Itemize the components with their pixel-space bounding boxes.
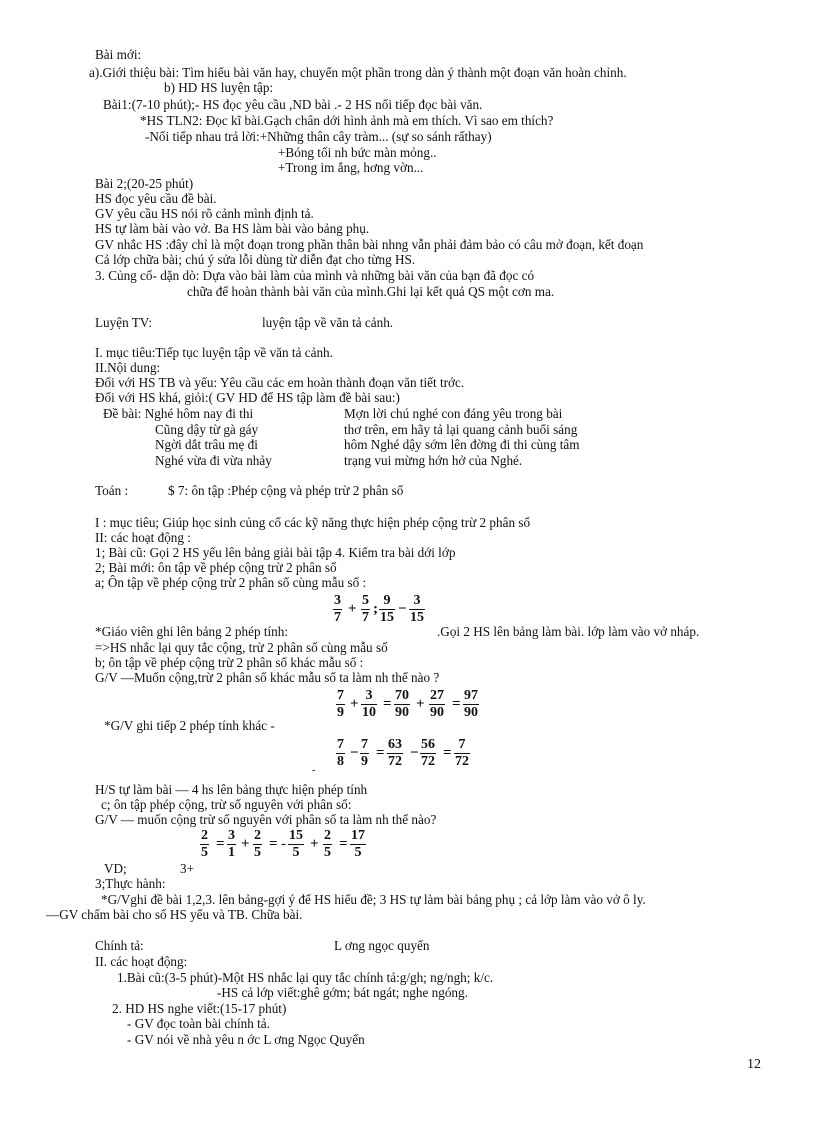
fraction: $\frac{3}{7}$: [334, 593, 341, 625]
line: G/V — muốn cộng trừ số nguyên với phân số ta làm nh thế nào?: [95, 812, 437, 827]
line: Bài 2;(20-25 phút): [95, 176, 194, 191]
line: —GV chấm bài cho số HS yếu và TB. Chữa bài.: [46, 907, 303, 922]
line: =>HS nhắc lại quy tắc cộng, trừ 2 phân số cùng mẫu số: [95, 640, 388, 655]
line: II. các hoạt động:: [95, 954, 188, 969]
line: a; Ôn tập về phép cộng trừ 2 phân số cùng mẫu số :: [95, 575, 367, 590]
negative-sign: -: [281, 836, 286, 852]
line: thơ trên, em hãy tả lại quang cảnh buổi sáng: [344, 422, 578, 437]
line: *G/V ghi tiếp 2 phép tính khác -: [104, 718, 275, 733]
minus-sign: −: [350, 745, 359, 761]
fraction: $\frac{27}{90}$: [430, 688, 444, 720]
line: II.Nội dung:: [95, 360, 161, 375]
line: luyện tập về văn tả cảnh.: [262, 315, 394, 330]
line: Mợn lời chú nghé con đáng yêu trong bài: [344, 406, 563, 421]
line: hôm Nghé dậy sớm lên đờng đi thi cùng tâm: [344, 437, 580, 452]
fraction: $\frac{17}{5}$: [351, 828, 365, 860]
line: b; ôn tập về phép cộng trừ 2 phân số khác mẫu số :: [95, 655, 364, 670]
plus-sign: +: [350, 696, 359, 712]
fraction: $\frac{97}{90}$: [464, 688, 478, 720]
line: I. mục tiêu:Tiếp tục luyện tập về văn tả cảnh.: [95, 345, 333, 360]
equals-sign: =: [383, 696, 392, 712]
line: II: các hoạt động :: [95, 530, 191, 545]
line: a).Giới thiệu bài: Tìm hiểu bài văn hay, chuyển một phần trong dàn ý thành một đoạn văn hoàn chỉnh.: [89, 65, 627, 80]
line: chữa để hoàn thành bài văn của mình.Ghi lại kết quả QS một cơn ma.: [187, 284, 555, 299]
line: HS đọc yêu cầu đề bài.: [95, 191, 217, 206]
line: Đề bài: Nghé hôm nay đi thi: [103, 406, 254, 421]
fraction: $\frac{7}{8}$: [337, 737, 344, 769]
fraction: $\frac{56}{72}$: [421, 737, 435, 769]
line: GV yêu cầu HS nói rõ cảnh mình định tả.: [95, 206, 314, 221]
line: I : mục tiêu; Giúp học sinh củng cố các kỹ năng thực hiện phép cộng trừ 2 phân số: [95, 515, 531, 530]
line: *Giáo viên ghi lên bảng 2 phép tính:: [95, 624, 289, 639]
plus-sign: +: [416, 696, 425, 712]
minus-sign: −: [398, 601, 407, 617]
line: GV nhắc HS :đây chỉ là một đoạn trong phần thân bài nhng vẫn phải đảm bảo có câu mở đoạn, kết đoạn: [95, 237, 644, 252]
line: Ngời dắt trâu mẹ đi: [155, 437, 258, 452]
stray-mark: -: [312, 765, 316, 776]
line: Đối với HS khá, giỏi:( GV HD để HS tập làm đề bài sau:): [95, 390, 400, 405]
line: 1.Bài cũ:(3-5 phút)-Một HS nhắc lại quy tắc chính tả:g/gh; ng/ngh; k/c.: [117, 970, 494, 985]
line: VD;: [104, 861, 127, 876]
equals-sign: =: [376, 745, 385, 761]
plus-sign: +: [348, 601, 357, 617]
fraction: $\frac{3}{15}$: [410, 593, 424, 625]
line: +Bóng tối nh bức màn mỏng..: [278, 145, 437, 160]
line: - GV nói về nhà yêu n ớc L ơng Ngọc Quyến: [127, 1032, 365, 1047]
page-number: 12: [747, 1057, 761, 1072]
fraction: $\frac{70}{90}$: [395, 688, 409, 720]
line: H/S tự làm bài — 4 hs lên bảng thực hiện phép tính: [95, 782, 368, 797]
line: .Gọi 2 HS lên bảng làm bài. lớp làm vào vở nháp.: [437, 624, 700, 639]
line: Đối với HS TB và yếu: Yêu cầu các em hoàn thành đoạn văn tiết trớc.: [95, 375, 465, 390]
fraction: $\frac{3}{10}$: [362, 688, 376, 720]
line: L ơng ngọc quyến: [334, 938, 430, 953]
line: G/V —Muốn cộng,trừ 2 phân số khác mẫu số ta làm nh thế nào ?: [95, 670, 440, 685]
line: trạng vui mừng hớn hở của Nghé.: [344, 453, 523, 468]
fraction: $\frac{63}{72}$: [388, 737, 402, 769]
line: +Trong im ắng, hơng vờn...: [278, 160, 424, 175]
plus-sign: +: [310, 836, 319, 852]
line: Cả lớp chữa bài; chú ý sửa lỗi dùng từ diễn đạt cho từng HS.: [95, 252, 416, 267]
line: 3;Thực hành:: [95, 876, 166, 891]
line: -Nối tiếp nhau trả lời:+Những thân cây tràm... (sự so sánh rấthay): [145, 129, 492, 144]
fraction: $\frac{7}{72}$: [455, 737, 469, 769]
line: - GV đọc toàn bài chính tả.: [127, 1016, 270, 1031]
line: HS tự làm bài vào vở. Ba HS làm bài vào bảng phụ.: [95, 221, 370, 236]
separator: ;: [373, 601, 378, 617]
line: Toán :: [95, 483, 129, 498]
equals-sign: =: [269, 836, 278, 852]
line: Cũng dậy từ gà gáy: [155, 422, 259, 437]
line: c; ôn tập phép cộng, trừ số nguyên với phân số:: [101, 797, 352, 812]
equals-sign: =: [339, 836, 348, 852]
fraction: $\frac{2}{5}$: [324, 828, 331, 860]
fraction: $\frac{2}{5}$: [254, 828, 261, 860]
line: -HS cả lớp viết:ghê gớm; bát ngát; nghe ngóng.: [217, 985, 468, 1000]
line: 1; Bài cũ: Gọi 2 HS yếu lên bảng giải bài tập 4. Kiểm tra bài dới lớp: [95, 545, 456, 560]
line: Bài mới:: [95, 47, 142, 62]
line: Luyện TV:: [95, 315, 153, 330]
line: Bài1:(7-10 phút);- HS đọc yêu cầu ,ND bài .- 2 HS nối tiếp đọc bài văn.: [103, 97, 483, 112]
fraction: $\frac{5}{7}$: [362, 593, 369, 625]
plus-sign: +: [241, 836, 250, 852]
line: Nghé vừa đi vừa nhảy: [155, 453, 272, 468]
line: 2. HD HS nghe viết:(15-17 phút): [112, 1001, 287, 1016]
fraction: $\frac{3}{1}$: [228, 828, 235, 860]
fraction: $\frac{7}{9}$: [361, 737, 368, 769]
fraction: $\frac{2}{5}$: [201, 828, 208, 860]
line: *HS TLN2: Đọc kĩ bài.Gạch chân dới hình ảnh mà em thích. Vì sao em thích?: [140, 113, 554, 128]
fraction: $\frac{7}{9}$: [337, 688, 344, 720]
minus-sign: −: [410, 745, 419, 761]
line: Chính tả:: [95, 938, 144, 953]
fraction: $\frac{15}{5}$: [289, 828, 303, 860]
line: $ 7: ôn tập :Phép cộng và phép trừ 2 phân số: [168, 483, 404, 498]
line: 3+: [180, 861, 195, 876]
line: 3. Củng cố- dặn dò: Dựa vào bài làm của mình và những bài văn của bạn đã đọc có: [95, 268, 535, 283]
equals-sign: =: [443, 745, 452, 761]
fraction: $\frac{9}{15}$: [380, 593, 394, 625]
line: 2; Bài mới: ôn tập về phép cộng trừ 2 phân số: [95, 560, 337, 575]
line: *G/Vghi đề bài 1,2,3. lên bảng-gợi ý để HS hiểu đề; 3 HS tự làm bài bảng phụ ; cả lớp làm vào vở ô ly.: [101, 892, 646, 907]
line: b) HD HS luyện tập:: [164, 80, 274, 95]
equals-sign: =: [216, 836, 225, 852]
equals-sign: =: [452, 696, 461, 712]
